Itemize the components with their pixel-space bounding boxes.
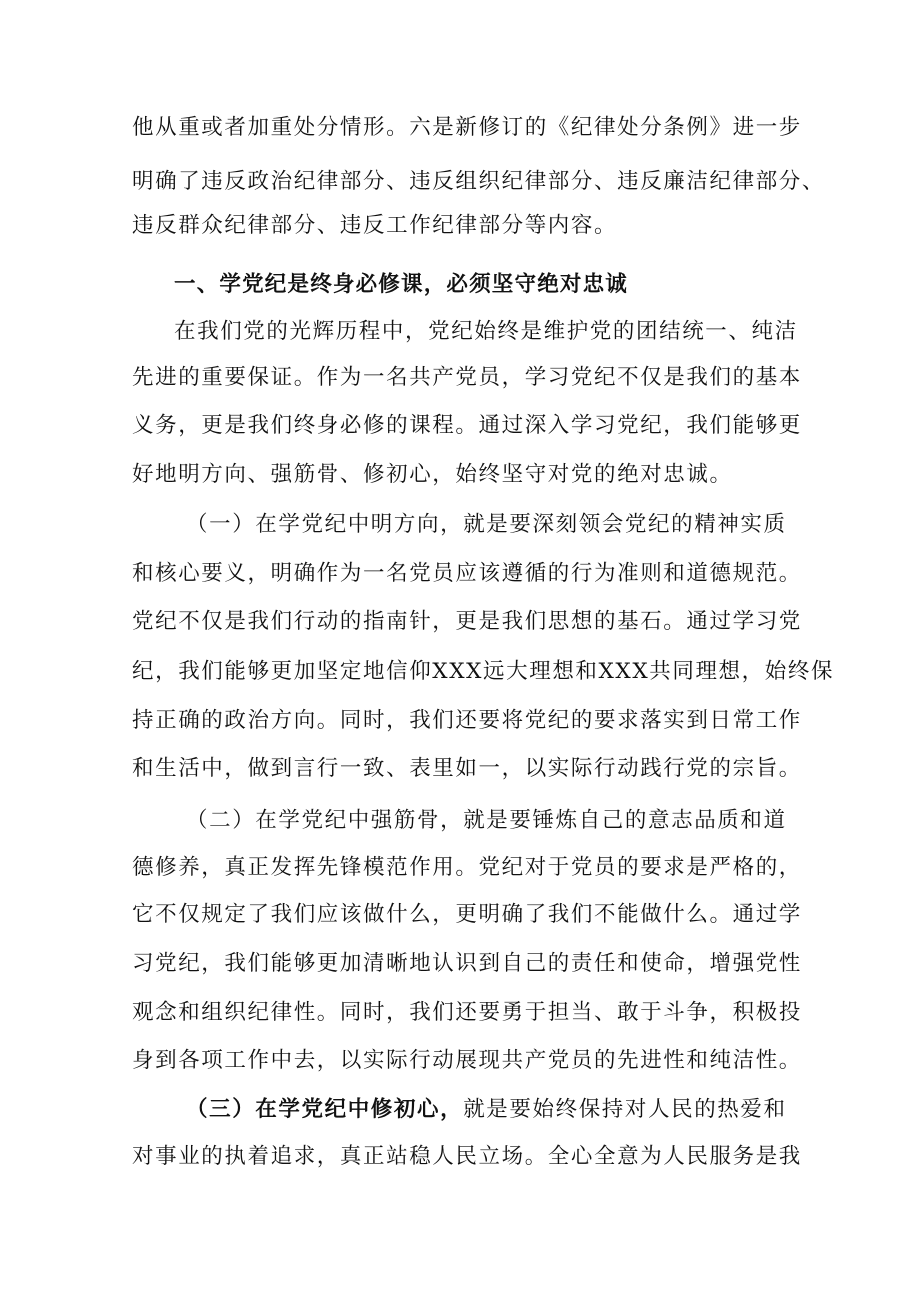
paragraph-line: 先进的重要保证。作为一名共产党员，学习党纪不仅是我们的基本 [132, 365, 802, 390]
paragraph-line: 观念和组织纪律性。同时，我们还要勇于担当、敢于斗争，积极投 [132, 1000, 802, 1025]
paragraph-line: 在我们党的光辉历程中，党纪始终是维护党的团结统一、纯洁 [174, 319, 798, 344]
paragraph-line: 和生活中，做到言行一致、表里如一，以实际行动践行党的宗旨。 [132, 756, 802, 781]
subsection-line: （二）在学党纪中强筋骨，就是要锤炼自己的意志品质和道 [186, 808, 787, 833]
subsection-line [186, 1090, 802, 1130]
paragraph-line: 他从重或者加重处分情形。六是新修订的《纪律处分条例》进一步 [132, 115, 802, 140]
paragraph-line: 习党纪，我们能够更加清晰地认识到自己的责任和使命，增强党性 [132, 951, 802, 976]
paragraph-line: 违反群众纪律部分、违反工作纪律部分等内容。 [132, 213, 618, 238]
paragraph-line: 身到各项工作中去，以实际行动展现共产党员的先进性和纯洁性。 [132, 1048, 802, 1073]
paragraph-line: 和核心要义，明确作为一名党员应该遵循的行为准则和道德规范。 [132, 561, 802, 586]
paragraph-line: 它不仅规定了我们应该做什么，更明确了我们不能做什么。通过学 [132, 902, 802, 927]
paragraph-line: 明确了违反政治纪律部分、违反组织纪律部分、违反廉洁纪律部分、 [132, 169, 826, 194]
subsection-line: （一）在学党纪中明方向，就是要深刻领会党纪的精神实质 [186, 512, 787, 537]
paragraph-line: 德修养，真正发挥先锋模范作用。党纪对于党员的要求是严格的， [132, 855, 802, 880]
paragraph-line: 党纪不仅是我们行动的指南针，更是我们思想的基石。通过学习党 [132, 609, 802, 634]
paragraph-line: 纪，我们能够更加坚定地信仰XXX远大理想和XXX共同理想，始终保 [132, 659, 835, 684]
paragraph-line: 对事业的执着追求，真正站稳人民立场。全心全意为人民服务是我 [132, 1144, 802, 1169]
paragraph-line: 持正确的政治方向。同时，我们还要将党纪的要求落实到日常工作 [132, 708, 802, 733]
subsection-rest: 就是要始终保持对人民的热爱和 [463, 1097, 787, 1122]
subsection-lead: （三）在学党纪中修初心， [186, 1097, 464, 1122]
paragraph-line: 义务，更是我们终身必修的课程。通过深入学习党纪，我们能够更 [132, 413, 802, 438]
paragraph-line: 好地明方向、强筋骨、修初心，始终坚守对党的绝对忠诚。 [132, 462, 733, 487]
section-heading: 一、学党纪是终身必修课，必须坚守绝对忠诚 [174, 272, 629, 297]
